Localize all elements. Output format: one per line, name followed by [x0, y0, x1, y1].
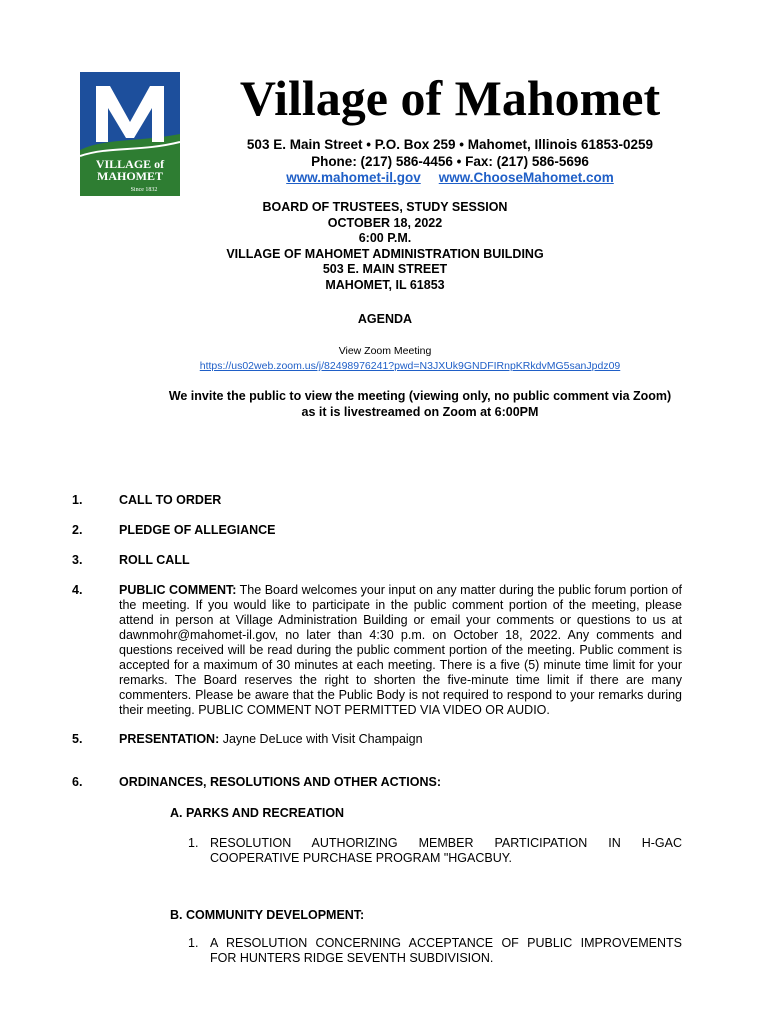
- section-heading: B. COMMUNITY DEVELOPMENT:: [170, 908, 365, 922]
- item-number: 5.: [72, 732, 83, 746]
- village-website-link[interactable]: www.mahomet-il.gov: [286, 170, 421, 185]
- choose-mahomet-link[interactable]: www.ChooseMahomet.com: [438, 170, 614, 185]
- section-item: [188, 936, 682, 966]
- item-number: 3.: [72, 553, 83, 567]
- item-heading: ORDINANCES, RESOLUTIONS AND OTHER ACTIONS:: [119, 775, 441, 789]
- item-heading: PUBLIC COMMENT:: [119, 583, 237, 597]
- section-item-number: 1.: [188, 836, 199, 850]
- address-line: 503 E. Main Street • P.O. Box 259 • Mahomet, Illinois 61853-0259: [246, 137, 654, 152]
- agenda-item: [72, 523, 682, 538]
- item-number: 2.: [72, 523, 83, 537]
- zoom-label: View Zoom Meeting: [338, 345, 432, 357]
- meeting-line: MAHOMET, IL 61853: [325, 277, 445, 292]
- agenda-item: [72, 775, 682, 790]
- section-item-number: 1.: [188, 936, 199, 950]
- invite-notice: [160, 389, 680, 420]
- phone-line: Phone: (217) 586-4456 • Fax: (217) 586-5696: [311, 153, 589, 169]
- invite-line: as it is livestreamed on Zoom at 6:00PM: [301, 404, 539, 419]
- page-title: Village of Mahomet: [239, 70, 661, 126]
- invite-line: We invite the public to view the meeting (viewing only, no public comment via Zoom): [168, 389, 672, 403]
- section-item-text: RESOLUTION AUTHORIZING MEMBER PARTICIPATION IN H-GAC COOPERATIVE PURCHASE PROGRAM "HGACBUY.: [210, 836, 682, 865]
- item-heading: PLEDGE OF ALLEGIANCE: [119, 523, 276, 537]
- section-item: [188, 836, 682, 866]
- meeting-line: BOARD OF TRUSTEES, STUDY SESSION: [262, 200, 508, 214]
- meeting-info: [0, 200, 770, 293]
- meeting-line: 6:00 P.M.: [358, 231, 412, 245]
- item-text: Jayne DeLuce with Visit Champaign: [219, 732, 423, 746]
- logo-since-text: Since 1832: [130, 187, 158, 193]
- item-number: 4.: [72, 583, 83, 597]
- agenda-item: [72, 583, 682, 718]
- item-number: 1.: [72, 493, 83, 507]
- website-links: [190, 170, 710, 187]
- contact-block: [190, 137, 710, 187]
- item-heading: CALL TO ORDER: [119, 493, 222, 507]
- section-item-text: A RESOLUTION CONCERNING ACCEPTANCE OF PUBLIC IMPROVEMENTS FOR HUNTERS RIDGE SEVENTH SUBDIVISION.: [210, 936, 682, 965]
- agenda-heading: AGENDA: [357, 312, 413, 326]
- zoom-link[interactable]: https://us02web.zoom.us/j/82498976241?pwd=N3JXUk9GNDFIRnpKRkdvMG5sanJpdz09: [199, 360, 621, 372]
- section-heading: A. PARKS AND RECREATION: [170, 806, 345, 820]
- item-heading: PRESENTATION:: [119, 732, 220, 746]
- item-heading: ROLL CALL: [119, 553, 190, 567]
- agenda-item: [72, 553, 682, 568]
- logo-mahomet-text: MAHOMET: [97, 169, 163, 183]
- meeting-line: OCTOBER 18, 2022: [327, 215, 443, 230]
- item-text: The Board welcomes your input on any matter during the public forum portion of the meeting. If you would like to participate in the public comment portion of the meeting, please attend in person at Village Administration Building or email your comments or questions to us at dawnmohr@mahomet-il.gov, no later than 4:30 p.m. on October 18, 2022. Any comments and questions received will be read during the public comment portion of the meeting. Public comment is accepted for a maximum of 30 minutes at each meeting. There is a five (5) minute time limit for your remarks. The Board reserves the right to shorten the five-minute time limit if there are many commenters. Please be aware that the Public Body is not required to respond to your remarks during their meeting. PUBLIC COMMENT NOT PERMITTED VIA VIDEO OR AUDIO.: [119, 583, 682, 717]
- village-logo: [80, 72, 180, 196]
- logo-village-text: VILLAGE of: [95, 157, 165, 171]
- agenda-item: [72, 493, 682, 508]
- meeting-line: 503 E. MAIN STREET: [322, 262, 448, 276]
- item-number: 6.: [72, 775, 83, 789]
- meeting-line: VILLAGE OF MAHOMET ADMINISTRATION BUILDING: [226, 246, 544, 261]
- agenda-item: [72, 732, 682, 747]
